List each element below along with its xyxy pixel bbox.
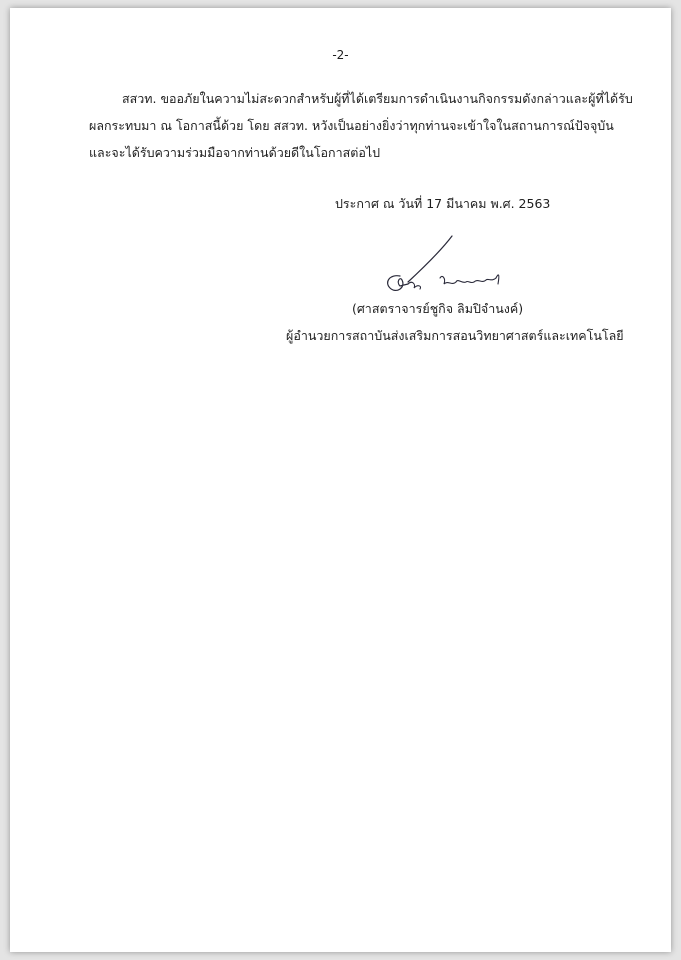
paragraph-line: สสวท. ขออภัยในความไม่สะดวกสำหรับผู้ที่ได้เตรียมการดำเนินงานกิจกรรมดังกล่าวและผู้ที่ได้รับ xyxy=(122,91,633,106)
page-number: -2- xyxy=(332,48,349,62)
body-paragraph xyxy=(89,85,633,166)
signer-title: ผู้อำนวยการสถาบันส่งเสริมการสอนวิทยาศาสตร์และเทคโนโลยี xyxy=(286,328,624,343)
document-page xyxy=(10,8,671,952)
announcement-date: ประกาศ ณ วันที่ 17 มีนาคม พ.ศ. 2563 xyxy=(335,196,551,211)
handwritten-signature xyxy=(370,234,510,296)
signer-name: (ศาสตราจารย์ชูกิจ ลิมปิจำนงค์) xyxy=(352,301,524,316)
paragraph-line: ผลกระทบมา ณ โอกาสนี้ด้วย โดย สสวท. หวังเป็นอย่างยิ่งว่าทุกท่านจะเข้าใจในสถานการณ์ปัจจุบัน xyxy=(89,118,614,133)
paragraph-line: และจะได้รับความร่วมมือจากท่านด้วยดีในโอกาสต่อไป xyxy=(89,145,381,160)
